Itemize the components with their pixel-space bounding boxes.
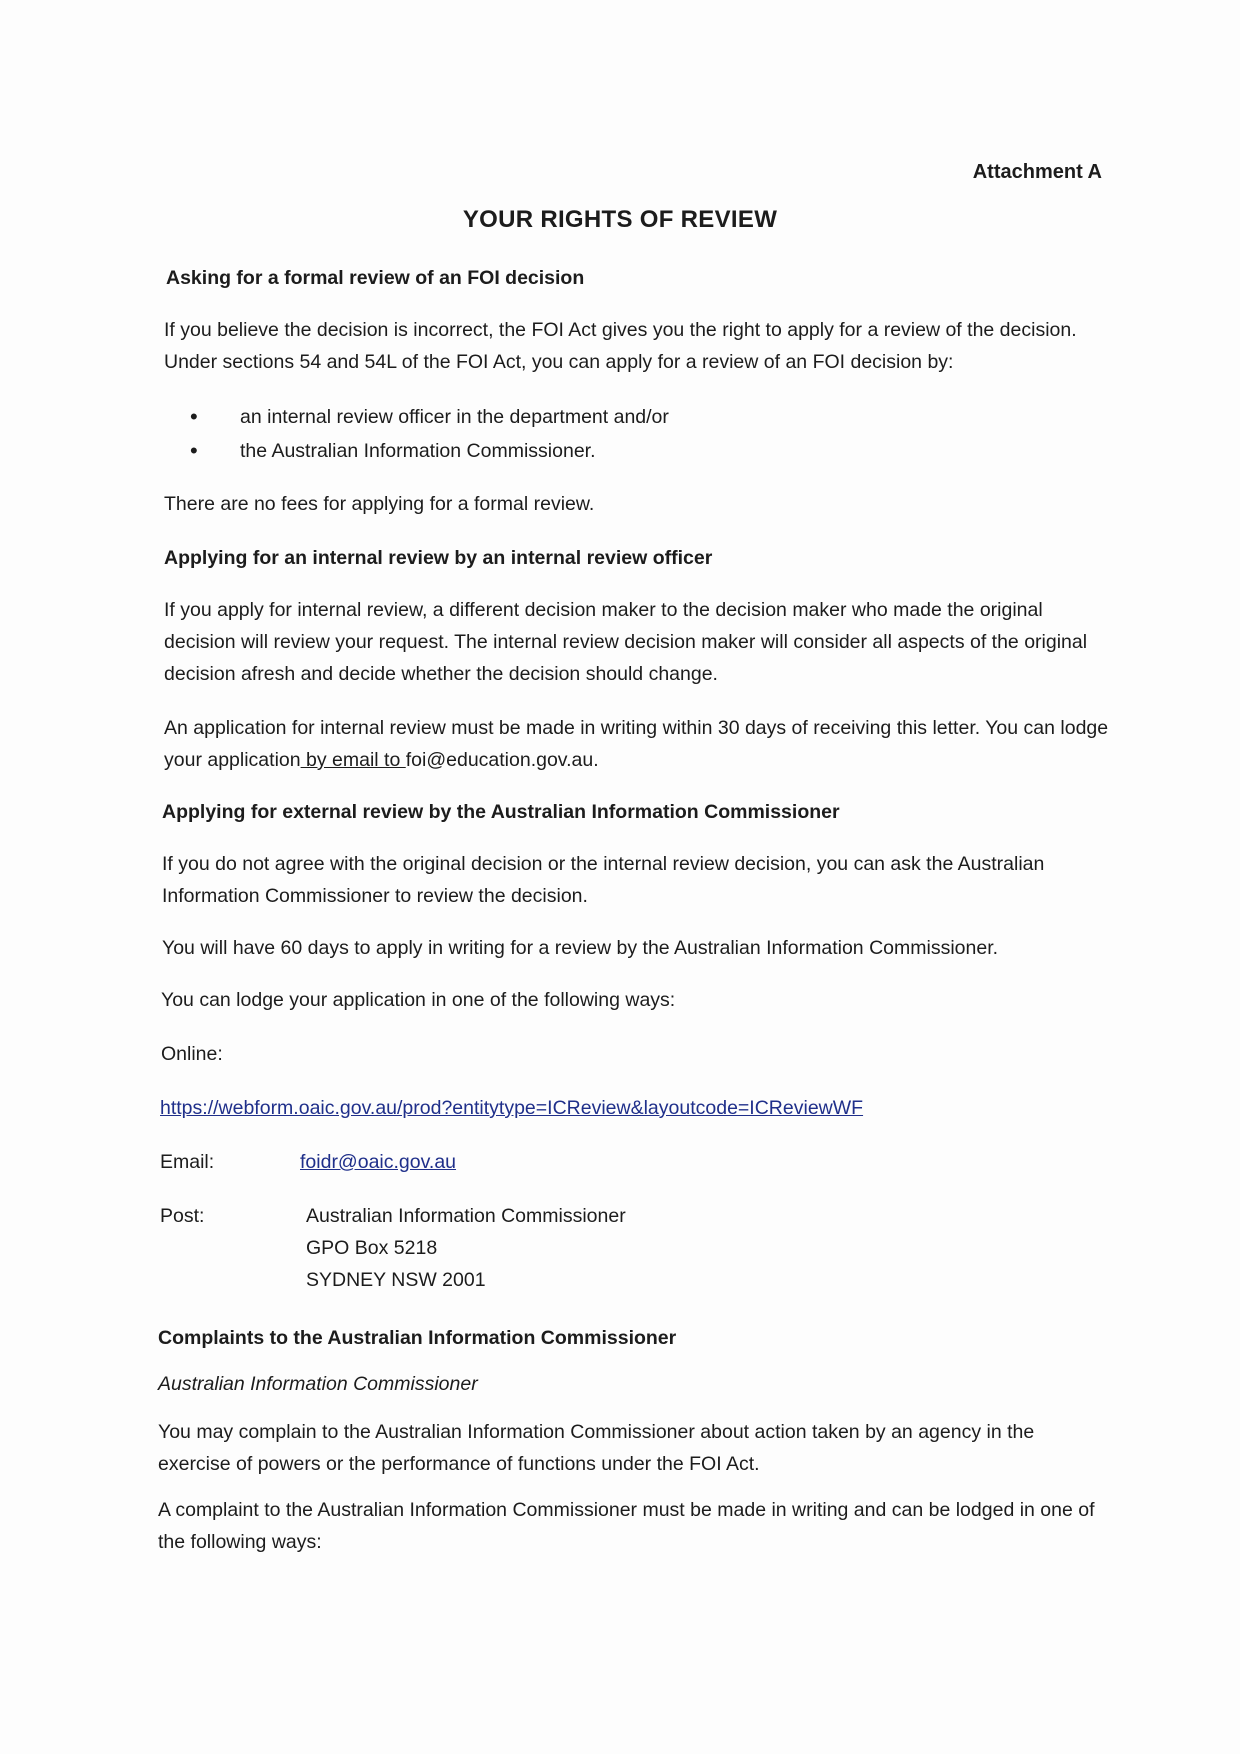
no-fees-text: There are no fees for applying for a formal review.	[164, 493, 595, 515]
section-heading-formal-review: Asking for a formal review of an FOI decision	[166, 267, 585, 289]
email-label: Email:	[160, 1151, 215, 1173]
review-options-list	[164, 400, 1064, 468]
complaints-description: You may complain to the Australian Information Commissioner about action taken by an agency in the exercise of powers or the performance of functions under the FOI Act.	[158, 1421, 1035, 1475]
external-review-description: If you do not agree with the original decision or the internal review decision, you can ask the Australian Information Commissioner to review the decision.	[162, 853, 1045, 907]
lodging-text: An application for internal review must be made in writing within 30 days of receiving this letter. You can lodge your application	[164, 717, 1109, 771]
section-heading-complaints: Complaints to the Australian Information Commissioner	[158, 1327, 677, 1349]
oaic-webform-link[interactable]: https://webform.oaic.gov.au/prod?entitytype=ICReview&layoutcode=ICReviewWF	[160, 1097, 864, 1119]
internal-review-lodging	[164, 712, 1109, 776]
address-line: Australian Information Commissioner	[306, 1205, 626, 1227]
attachment-label: Attachment A	[972, 161, 1102, 183]
list-item: • an internal review officer in the department and/or	[164, 400, 1064, 434]
lodging-ways-intro: You can lodge your application in one of the following ways:	[161, 989, 676, 1011]
lodging-email-phrase: by email to	[300, 749, 406, 771]
formal-review-intro: If you believe the decision is incorrect, the FOI Act gives you the right to apply for a review of the decision. Under sections 54 and 54L of the FOI Act, you can apply for a review of an FOI decision by:	[164, 319, 1077, 373]
email-row	[160, 1146, 456, 1178]
page-title: YOUR RIGHTS OF REVIEW	[462, 206, 778, 233]
address-line: GPO Box 5218	[306, 1237, 438, 1259]
foi-email-address: foi@education.gov.au.	[405, 749, 599, 771]
internal-review-description: If you apply for internal review, a different decision maker to the decision maker who made the original decision will review your request. The internal review decision maker will consider all aspects of the original decision afresh and decide whether the decision should change.	[164, 599, 1088, 685]
complaints-lodging: A complaint to the Australian Information Commissioner must be made in writing and can be lodged in one of the following ways:	[158, 1499, 1095, 1553]
post-label: Post:	[160, 1205, 205, 1227]
complaints-subheading: Australian Information Commissioner	[158, 1373, 478, 1395]
section-heading-external-review: Applying for external review by the Australian Information Commissioner	[162, 801, 840, 823]
external-review-deadline: You will have 60 days to apply in writing for a review by the Australian Information Commissioner.	[162, 937, 999, 959]
address-line: SYDNEY NSW 2001	[306, 1269, 486, 1291]
list-item: • the Australian Information Commissioner.	[164, 434, 1064, 468]
section-heading-internal-review: Applying for an internal review by an internal review officer	[164, 547, 713, 569]
online-label: Online:	[161, 1043, 223, 1065]
oaic-email-link[interactable]: foidr@oaic.gov.au	[300, 1151, 457, 1173]
postal-address	[306, 1200, 626, 1296]
